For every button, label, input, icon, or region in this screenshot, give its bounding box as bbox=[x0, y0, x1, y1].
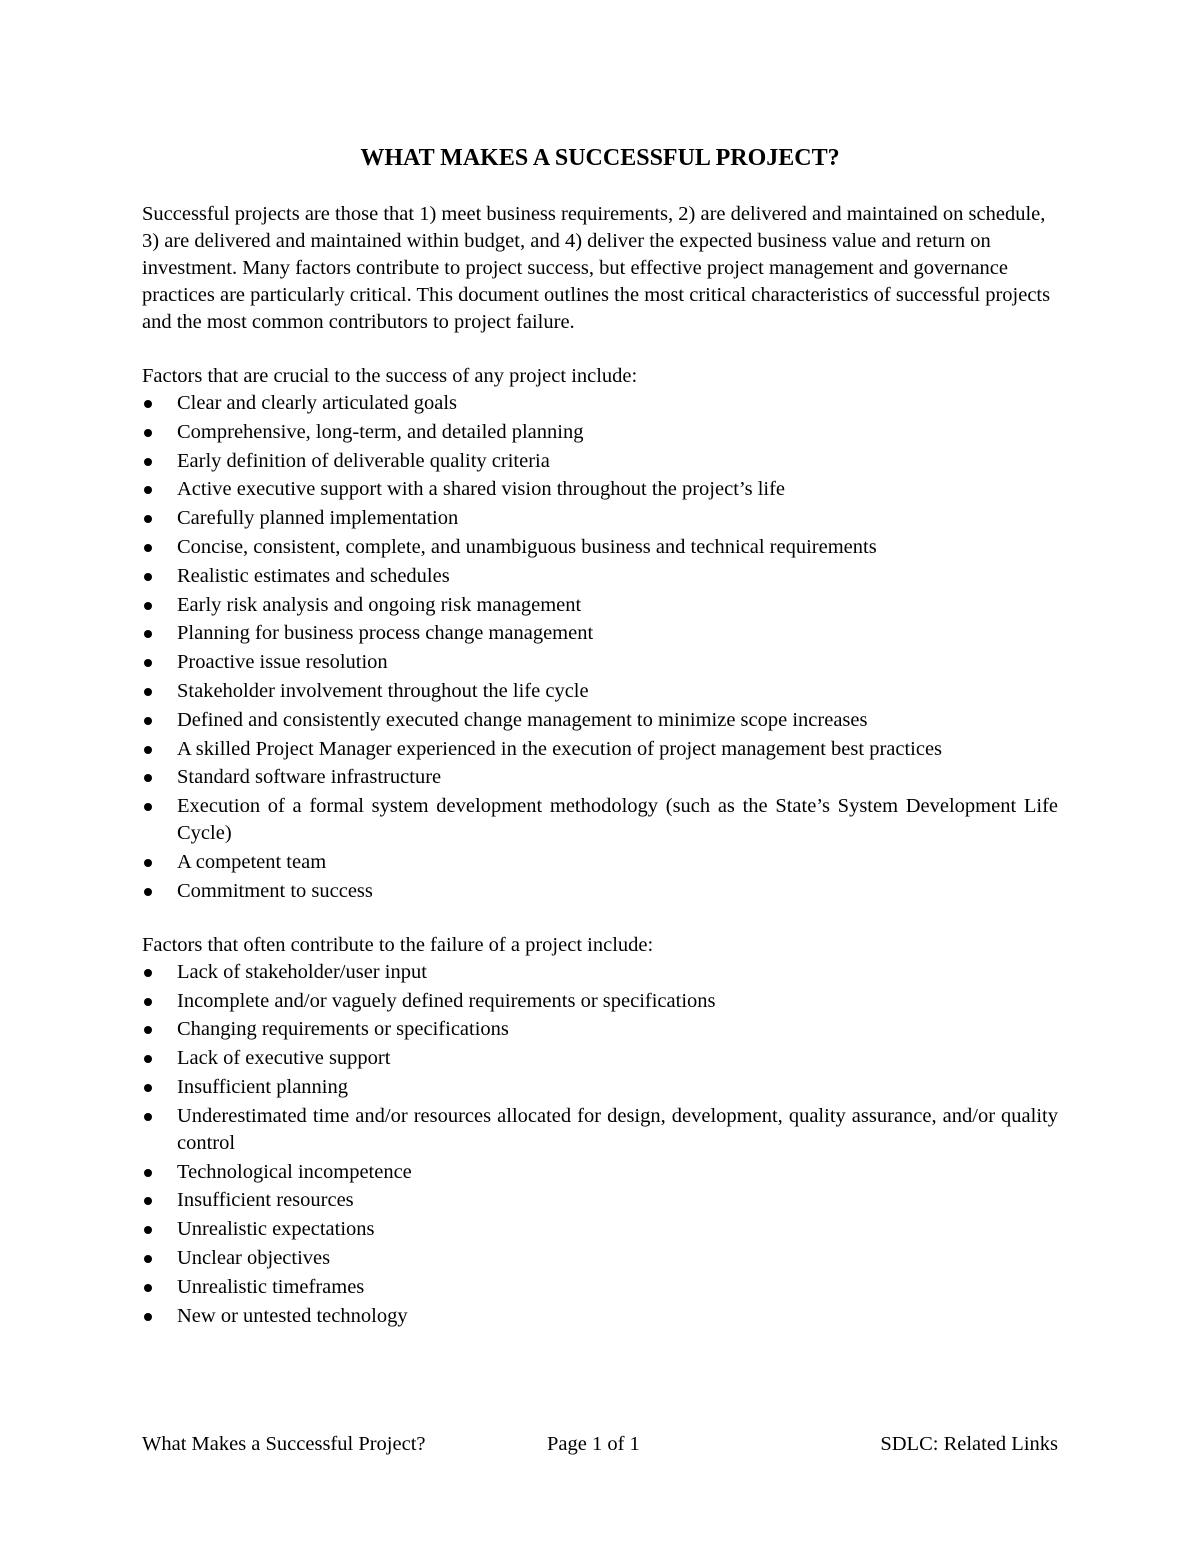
list-item-text: Lack of executive support bbox=[177, 1047, 391, 1070]
bullet-icon bbox=[144, 969, 152, 977]
bullet-icon bbox=[144, 888, 152, 896]
bullet-icon bbox=[144, 998, 152, 1006]
list-item-text: Unclear objectives bbox=[177, 1246, 331, 1269]
list-item-text: Unrealistic timeframes bbox=[177, 1275, 365, 1298]
bullet-icon bbox=[144, 573, 152, 581]
list-item-text: Proactive issue resolution bbox=[177, 651, 388, 674]
page-title: WHAT MAKES A SUCCESSFUL PROJECT? bbox=[360, 145, 840, 171]
list-item bbox=[142, 534, 1058, 561]
list-item bbox=[142, 736, 1058, 763]
list-item-text: Carefully planned implementation bbox=[177, 507, 459, 530]
list-item bbox=[142, 620, 1058, 647]
list-item-text: Early definition of deliverable quality criteria bbox=[177, 449, 550, 472]
list-item-text: Early risk analysis and ongoing risk management bbox=[177, 593, 582, 616]
page-footer bbox=[142, 1430, 1058, 1458]
bullet-icon bbox=[144, 429, 152, 437]
bullet-icon bbox=[144, 1226, 152, 1234]
bullet-icon bbox=[144, 659, 152, 667]
list-item-text: Execution of a formal system development methodology (such as the State’s System Development Life Cycle) bbox=[177, 795, 1058, 845]
list-item-text: A skilled Project Manager experienced in the execution of project management best practices bbox=[177, 737, 943, 760]
bullet-icon bbox=[144, 1255, 152, 1263]
intro-paragraph: Successful projects are those that 1) meet business requirements, 2) are delivered and maintained on schedule, 3) are delivered and maintained within budget, and 4) deliver the expected business value and return on investment. Many factors contribute to project success, but effective project management and governance practices are particularly critical. This document outlines the most critical characteristics of successful projects and the most common contributors to project failure. bbox=[142, 203, 1051, 333]
list-item bbox=[142, 1159, 1058, 1186]
list-item-text: Concise, consistent, complete, and unambiguous business and technical requirements bbox=[177, 535, 877, 558]
list-item bbox=[142, 849, 1058, 876]
list-item bbox=[142, 878, 1058, 905]
list-item bbox=[142, 448, 1058, 475]
failure-factors-lead: Factors that often contribute to the failure of a project include: bbox=[142, 933, 654, 956]
list-item-text: Insufficient planning bbox=[177, 1075, 348, 1098]
bullet-icon bbox=[144, 602, 152, 610]
bullet-icon bbox=[144, 774, 152, 782]
list-item-text: Planning for business process change management bbox=[177, 622, 594, 645]
list-item bbox=[142, 1016, 1058, 1043]
list-item bbox=[142, 476, 1058, 503]
bullet-icon bbox=[144, 1313, 152, 1321]
list-item bbox=[142, 1303, 1058, 1330]
bullet-icon bbox=[144, 859, 152, 867]
list-item bbox=[142, 419, 1058, 446]
list-item bbox=[142, 505, 1058, 532]
list-item bbox=[142, 1274, 1058, 1301]
footer-page-number: Page 1 of 1 bbox=[547, 1433, 640, 1455]
list-item-text: New or untested technology bbox=[177, 1304, 408, 1327]
list-item-text: Underestimated time and/or resources allocated for design, development, quality assurance, and/or quality control bbox=[177, 1104, 1058, 1154]
bullet-icon bbox=[144, 515, 152, 523]
list-item bbox=[142, 563, 1058, 590]
list-item-text: Active executive support with a shared vision throughout the project’s life bbox=[177, 478, 786, 501]
list-item-text: Standard software infrastructure bbox=[177, 766, 442, 789]
bullet-icon bbox=[144, 1284, 152, 1292]
list-item-text: Incomplete and/or vaguely defined requirements or specifications bbox=[177, 989, 716, 1012]
list-item bbox=[142, 793, 1058, 847]
list-item-text: Commitment to success bbox=[177, 879, 373, 902]
list-item-text: Unrealistic expectations bbox=[177, 1218, 375, 1241]
list-item bbox=[142, 678, 1058, 705]
bullet-icon bbox=[144, 1026, 152, 1034]
list-item bbox=[142, 988, 1058, 1015]
list-item-text: Changing requirements or specifications bbox=[177, 1018, 509, 1041]
list-item-text: Stakeholder involvement throughout the life cycle bbox=[177, 679, 589, 702]
bullet-icon bbox=[144, 1055, 152, 1063]
bullet-icon bbox=[144, 717, 152, 725]
list-item bbox=[142, 1187, 1058, 1214]
list-item bbox=[142, 592, 1058, 619]
list-item bbox=[142, 1245, 1058, 1272]
list-item-text: Comprehensive, long-term, and detailed planning bbox=[177, 420, 584, 443]
list-item bbox=[142, 390, 1058, 417]
bullet-icon bbox=[144, 544, 152, 552]
bullet-icon bbox=[144, 1197, 152, 1205]
list-item-text: Insufficient resources bbox=[177, 1189, 354, 1212]
bullet-icon bbox=[144, 458, 152, 466]
list-item-text: Technological incompetence bbox=[177, 1160, 412, 1183]
bullet-icon bbox=[144, 688, 152, 696]
bullet-icon bbox=[144, 400, 152, 408]
success-factors-list bbox=[142, 390, 1058, 905]
bullet-icon bbox=[144, 1084, 152, 1092]
list-item bbox=[142, 707, 1058, 734]
list-item bbox=[142, 1216, 1058, 1243]
list-item-text: Clear and clearly articulated goals bbox=[177, 392, 458, 414]
bullet-icon bbox=[144, 746, 152, 754]
bullet-icon bbox=[144, 1169, 152, 1177]
bullet-icon bbox=[144, 486, 152, 494]
list-item-text: Defined and consistently executed change management to minimize scope increases bbox=[177, 708, 868, 731]
success-factors-lead: Factors that are crucial to the success of any project include: bbox=[142, 365, 638, 387]
list-item-text: Realistic estimates and schedules bbox=[177, 564, 450, 587]
document-body bbox=[142, 201, 1058, 1331]
list-item bbox=[142, 1074, 1058, 1101]
list-item-text: Lack of stakeholder/user input bbox=[177, 960, 427, 983]
list-item-text: A competent team bbox=[177, 850, 327, 873]
bullet-icon bbox=[144, 1113, 152, 1121]
bullet-icon bbox=[144, 630, 152, 638]
list-item bbox=[142, 959, 1058, 986]
list-item bbox=[142, 1045, 1058, 1072]
failure-factors-list bbox=[142, 959, 1058, 1330]
bullet-icon bbox=[144, 803, 152, 811]
footer-related-links: SDLC: Related Links bbox=[880, 1433, 1058, 1455]
list-item bbox=[142, 1103, 1058, 1157]
list-item bbox=[142, 764, 1058, 791]
list-item bbox=[142, 649, 1058, 676]
footer-document-title: What Makes a Successful Project? bbox=[142, 1433, 426, 1455]
